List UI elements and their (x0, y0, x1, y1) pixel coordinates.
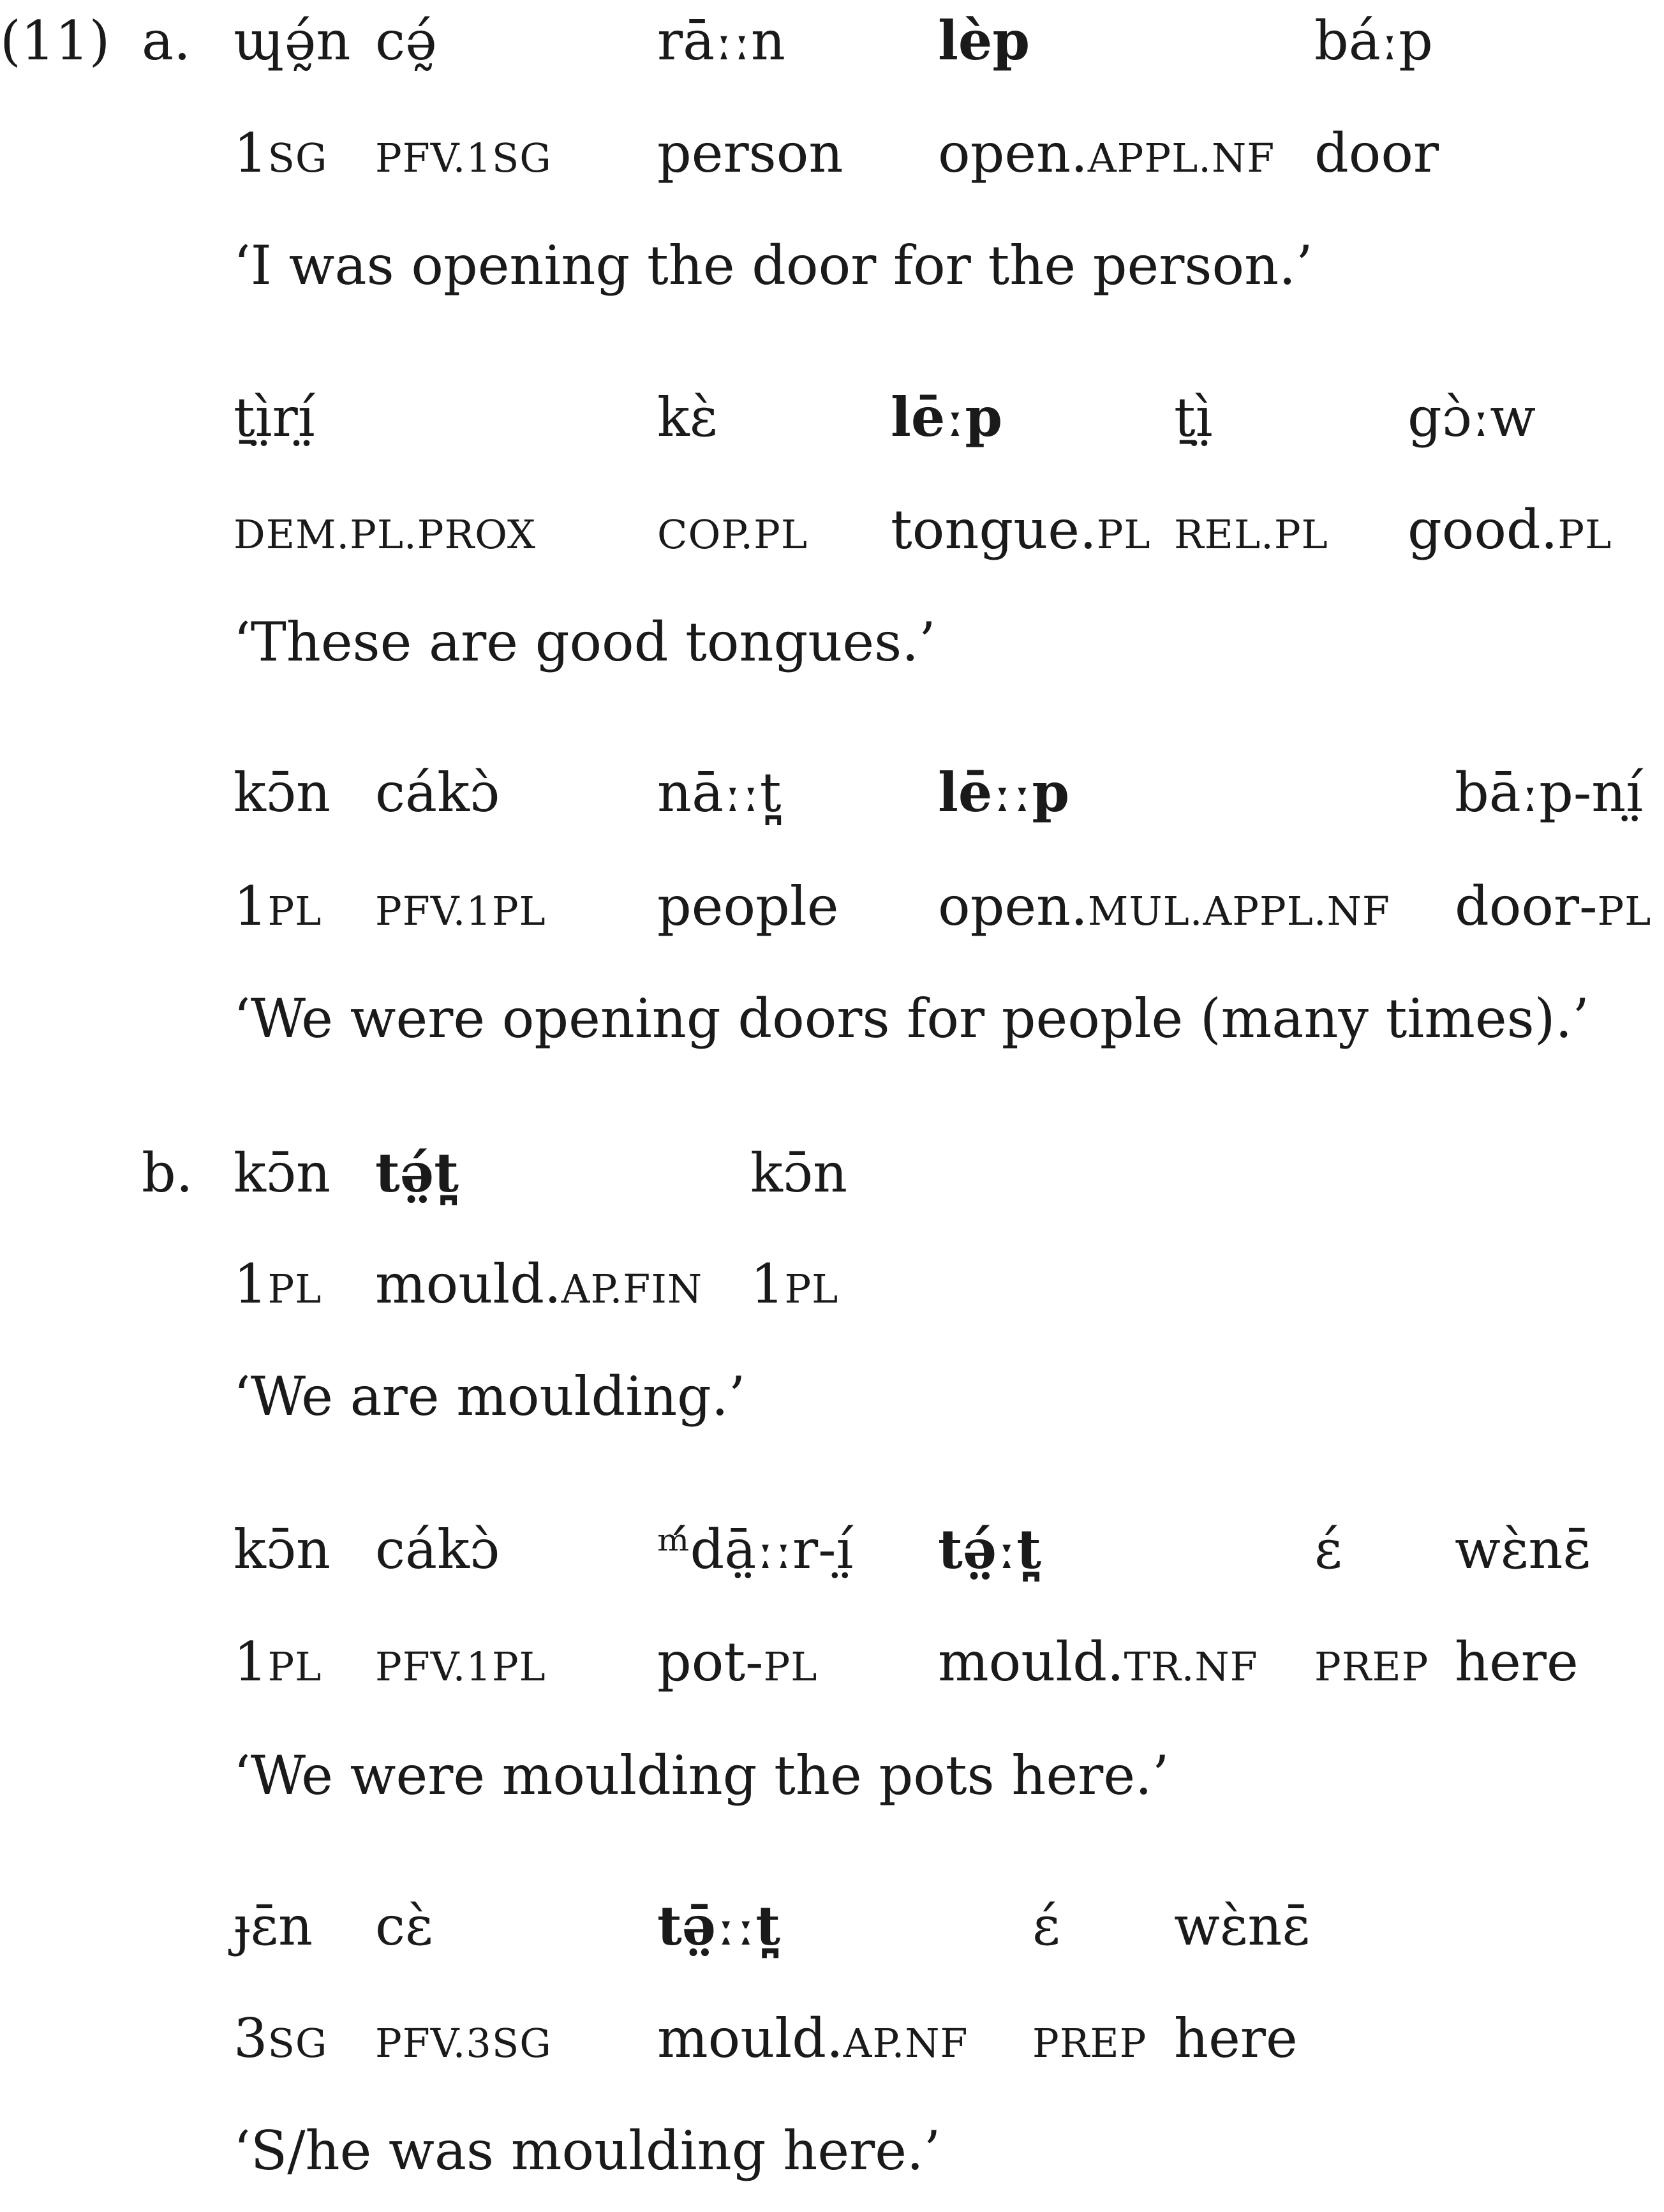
gloss: PFV.1SG (375, 135, 552, 181)
gloss: PFV.3SG (375, 2020, 552, 2066)
word: lèp (938, 9, 1030, 72)
gloss: open.APPL.NF (938, 122, 1275, 184)
gloss: here (1174, 2007, 1298, 2070)
sentence-1-glosses (0, 121, 1664, 185)
gloss: here (1455, 1631, 1579, 1693)
word: báːp (1314, 10, 1433, 72)
sentence-3-glosses (0, 874, 1664, 938)
word: kɔ̄n (234, 1142, 331, 1204)
gloss: DEM.PL.PROX (234, 511, 537, 558)
word: kɔ̄n (750, 1142, 848, 1204)
sentence-4-translation: ‘We are moulding.’ (234, 1365, 746, 1428)
word: kɛ̀ (657, 386, 718, 449)
gloss: 1PL (234, 1631, 322, 1693)
sentence-3-translation: ‘We were opening doors for people (many times).’ (234, 987, 1589, 1050)
word: lēːp (891, 385, 1003, 449)
gloss: tongue.PL (891, 498, 1151, 561)
word: tə̤́ːt̪ (938, 1518, 1042, 1581)
sentence-6-translation: ‘S/he was moulding here.’ (234, 2119, 941, 2182)
gloss: door-PL (1455, 875, 1652, 938)
gloss: 1PL (750, 1253, 839, 1315)
word: wɛ̀nɛ̄ (1174, 1895, 1311, 1957)
word: ɟɛ̄n (234, 1895, 313, 1957)
word: rāːːn (657, 10, 785, 72)
gloss: 1SG (234, 122, 328, 184)
example-number: (11) (0, 10, 110, 72)
word: kɔ̄n (234, 1518, 331, 1581)
gloss: mould.AP.FIN (375, 1253, 703, 1315)
word: wɛ̀nɛ̄ (1455, 1518, 1591, 1581)
gloss: PREP (1314, 1643, 1429, 1690)
sentence-5-words (0, 1518, 1664, 1581)
sub-example-label-b: b. (142, 1142, 193, 1204)
gloss: PFV.1PL (375, 1643, 546, 1690)
gloss: people (657, 875, 839, 938)
word: ᵐ́dā̤ːːr-í̤ (657, 1518, 854, 1581)
word: ɛ́ (1314, 1518, 1342, 1581)
word: ṯì̤rí̤ (234, 386, 315, 449)
gloss: COP.PL (657, 511, 808, 558)
word: bāːp-ní̤ (1455, 761, 1644, 824)
sentence-2-glosses (0, 498, 1664, 562)
sentence-4-glosses (0, 1252, 1664, 1316)
gloss: 3SG (234, 2007, 328, 2070)
word: nāːːt̪ (657, 761, 782, 824)
word: ṯì̤ (1174, 386, 1213, 449)
word: ɰə̰́n (234, 10, 351, 72)
sentence-6-glosses (0, 2006, 1664, 2070)
sentence-5-translation: ‘We were moulding the pots here.’ (234, 1744, 1170, 1807)
sentence-4-words (0, 1141, 1664, 1205)
gloss: mould.AP.NF (657, 2007, 969, 2070)
sentence-6-words (0, 1894, 1664, 1958)
gloss: pot-PL (657, 1631, 818, 1693)
sentence-5-glosses (0, 1630, 1664, 1694)
word: cákɔ̀ (375, 761, 500, 824)
gloss: 1PL (234, 1253, 322, 1315)
gloss: PFV.1PL (375, 888, 546, 934)
word: gɔ̀ːw (1408, 386, 1536, 449)
gloss: door (1314, 122, 1439, 184)
word: lēːːp (938, 761, 1070, 824)
gloss: PREP (1032, 2020, 1147, 2066)
gloss: mould.TR.NF (938, 1631, 1258, 1693)
word: ɛ́ (1032, 1895, 1060, 1957)
word: cákɔ̀ (375, 1518, 500, 1581)
gloss: good.PL (1408, 498, 1612, 561)
word: tə̤̄ːːt̪ (657, 1894, 781, 1957)
sentence-3-words (0, 761, 1664, 825)
gloss: open.MUL.APPL.NF (938, 875, 1390, 938)
gloss: person (657, 122, 843, 184)
sentence-1-words (0, 9, 1664, 73)
gloss: 1PL (234, 875, 322, 938)
word: cɛ̀ (375, 1895, 433, 1957)
word: cə̰́ (375, 10, 437, 72)
sentence-1-translation: ‘I was opening the door for the person.’ (234, 234, 1313, 297)
word: tə̤́t̪ (375, 1141, 459, 1204)
sentence-2-words (0, 385, 1664, 449)
word: kɔ̄n (234, 761, 331, 824)
gloss: REL.PL (1174, 511, 1328, 558)
sentence-2-translation: ‘These are good tongues.’ (234, 611, 936, 673)
sub-example-label-a: a. (142, 10, 191, 72)
